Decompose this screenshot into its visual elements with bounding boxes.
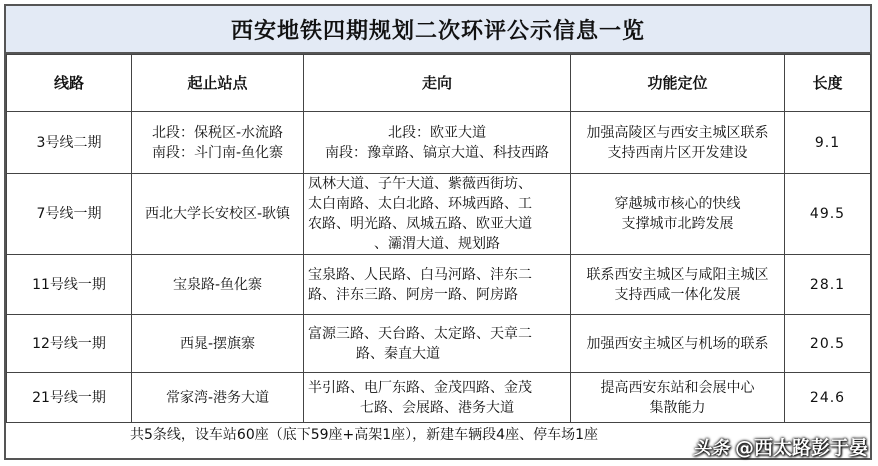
table-row [7, 112, 871, 174]
function-cell [571, 255, 785, 315]
metro-plan-table [6, 54, 871, 423]
route-text: 太白南路、太白北路、环城西路、工 [308, 196, 532, 212]
function-text: 联系西安主城区与咸阳主城区 [586, 266, 769, 283]
function-cell [571, 315, 785, 373]
length-cell: 20.5 [785, 315, 871, 373]
route-text: 七路、会展路、港务大道 [360, 399, 514, 416]
header-line: 线路 [7, 55, 132, 112]
stations-cell [132, 315, 304, 373]
length-cell: 9.1 [785, 112, 871, 174]
line-cell: 11号线一期 [7, 255, 132, 315]
table-row [7, 315, 871, 373]
line-cell: 7号线一期 [7, 174, 132, 255]
header-row [7, 55, 871, 112]
route-text: 南段：豫章路、镐京大道、科技西路 [325, 144, 549, 161]
function-text: 提高西安东站和会展中心 [600, 379, 755, 396]
length-cell: 24.6 [785, 373, 871, 423]
table-title: 西安地铁四期规划二次环评公示信息一览 [6, 6, 870, 54]
route-text: 北段：欧亚大道 [388, 124, 486, 141]
table-row [7, 174, 871, 255]
header-function: 功能定位 [571, 55, 785, 112]
stations-text: 北段：保税区-水流路 [151, 124, 284, 141]
stations-text: 南段：斗门南-鱼化寨 [151, 144, 284, 161]
table-row [7, 255, 871, 315]
route-text: 宝泉路、人民路、白马河路、沣东二 [308, 266, 532, 283]
route-text: 富源三路、天台路、太定路、天章二 [308, 325, 532, 342]
route-text: 半引路、电厂东路、金茂四路、金茂 [308, 379, 532, 396]
route-text: 、灞渭大道、规划路 [374, 236, 500, 252]
route-text: 凤林大道、子午大道、紫薇西街坊、 [308, 176, 532, 192]
header-length: 长度 [785, 55, 871, 112]
watermark [693, 433, 868, 460]
length-cell: 49.5 [785, 174, 871, 255]
function-text: 加强西安主城区与机场的联系 [586, 335, 769, 352]
function-text: 加强高陵区与西安主城区联系 [586, 124, 769, 141]
stations-text: 宝泉路-鱼化寨 [172, 276, 263, 293]
function-text: 支持西咸一体化发展 [614, 286, 741, 303]
route-cell [304, 174, 571, 255]
function-text: 穿越城市核心的快线 [614, 196, 741, 212]
summary-text: 共5条线，设车站60座（底下59座+高架1座），新建车辆段4座、停车场1座 [130, 427, 598, 443]
function-cell [571, 112, 785, 174]
route-text: 路、秦直大道 [356, 345, 440, 362]
stations-text: 常家湾-港务大道 [165, 389, 270, 406]
line-cell: 3号线二期 [7, 112, 132, 174]
length-cell: 28.1 [785, 255, 871, 315]
function-text: 集散能力 [649, 399, 706, 416]
route-cell [304, 255, 571, 315]
stations-text: 西北大学长安校区-耿镇 [144, 206, 291, 222]
route-text: 路、沣东三路、阿房一路、阿房路 [308, 286, 518, 303]
watermark-handle: @西太路彭于晏 [734, 437, 868, 459]
stations-cell [132, 174, 304, 255]
route-cell [304, 315, 571, 373]
function-text: 支持西南片区开发建设 [607, 144, 748, 161]
header-stations: 起止站点 [132, 55, 304, 112]
route-text: 农路、明光路、凤城五路、欧亚大道 [308, 216, 532, 232]
table-frame [4, 4, 872, 460]
stations-cell [132, 255, 304, 315]
stations-cell [132, 112, 304, 174]
route-cell [304, 112, 571, 174]
function-cell [571, 174, 785, 255]
watermark-brand: 头条 [692, 437, 729, 459]
line-cell: 21号线一期 [7, 373, 132, 423]
function-text: 支撑城市北跨发展 [621, 216, 734, 232]
stations-text: 西晁-摆旗寨 [179, 335, 256, 352]
header-route: 走向 [304, 55, 571, 112]
line-cell: 12号线一期 [7, 315, 132, 373]
